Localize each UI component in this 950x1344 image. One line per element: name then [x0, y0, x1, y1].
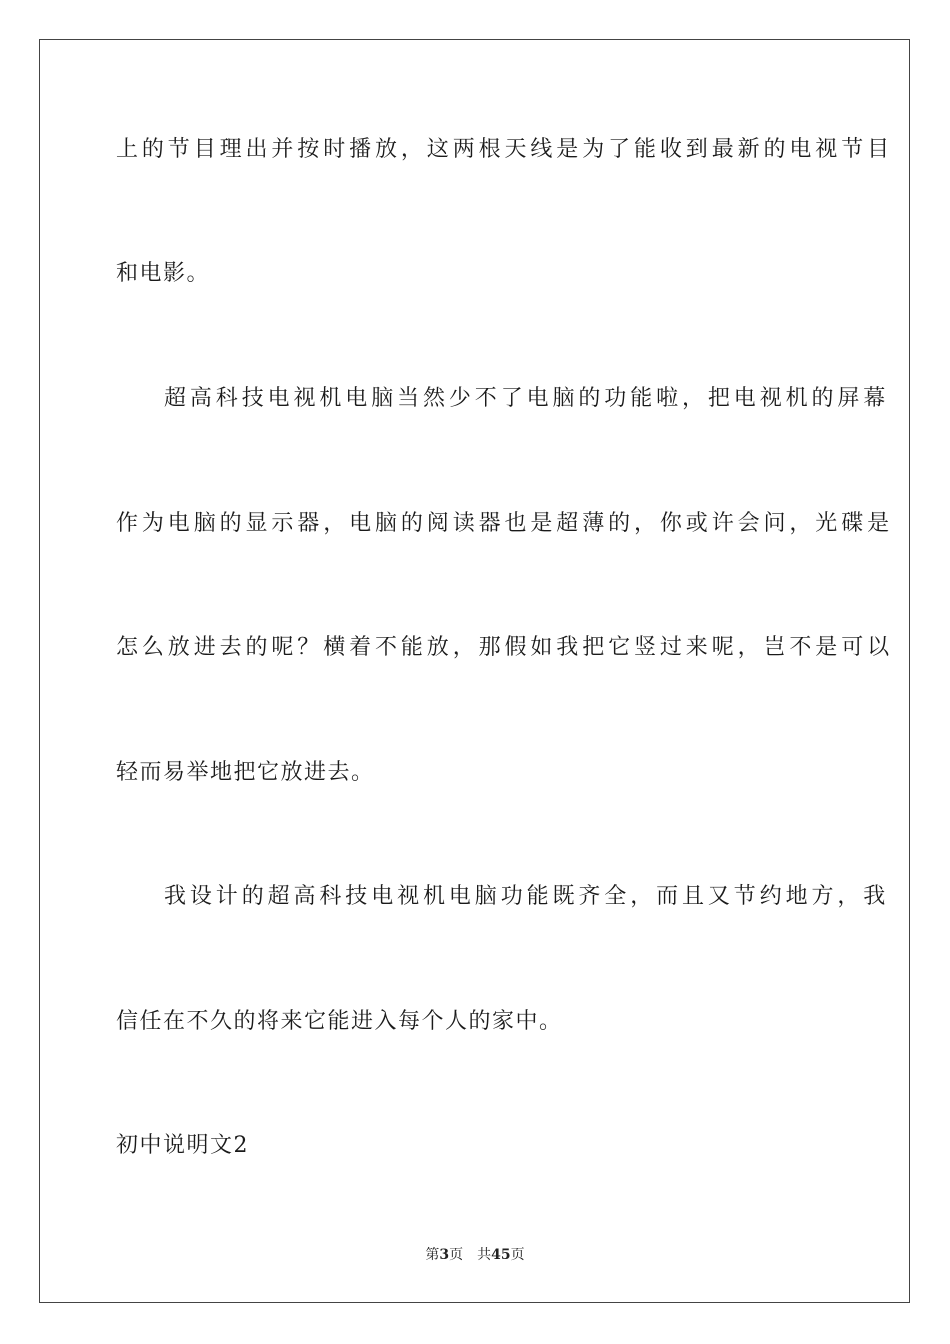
- body-line-8: 信任在不久的将来它能进入每个人的家中。: [116, 1009, 563, 1034]
- total-pages: 45: [491, 1247, 511, 1263]
- total-suffix: 页: [510, 1247, 525, 1263]
- page-number: 3: [439, 1247, 450, 1263]
- body-line-5: 怎么放进去的呢？横着不能放，那假如我把它竖过来呢，岂不是可以: [116, 635, 894, 660]
- page-prefix: 第: [425, 1247, 440, 1263]
- body-line-4: 作为电脑的显示器，电脑的阅读器也是超薄的，你或许会问，光碟是: [116, 511, 894, 536]
- body-line-3: 超高科技电视机电脑当然少不了电脑的功能啦，把电视机的屏幕: [164, 386, 890, 411]
- body-line-2: 和电影。: [116, 261, 211, 286]
- section-heading: 初中说明文2: [116, 1133, 249, 1158]
- body-line-1: 上的节目理出并按时播放，这两根天线是为了能收到最新的电视节目: [116, 137, 894, 162]
- page-suffix: 页: [449, 1247, 464, 1263]
- total-prefix: 共: [477, 1247, 492, 1263]
- body-line-6: 轻而易举地把它放进去。: [116, 760, 375, 785]
- page-border: [39, 39, 910, 1303]
- body-line-7: 我设计的超高科技电视机电脑功能既齐全，而且又节约地方，我: [164, 884, 890, 909]
- page-footer: [0, 1246, 950, 1264]
